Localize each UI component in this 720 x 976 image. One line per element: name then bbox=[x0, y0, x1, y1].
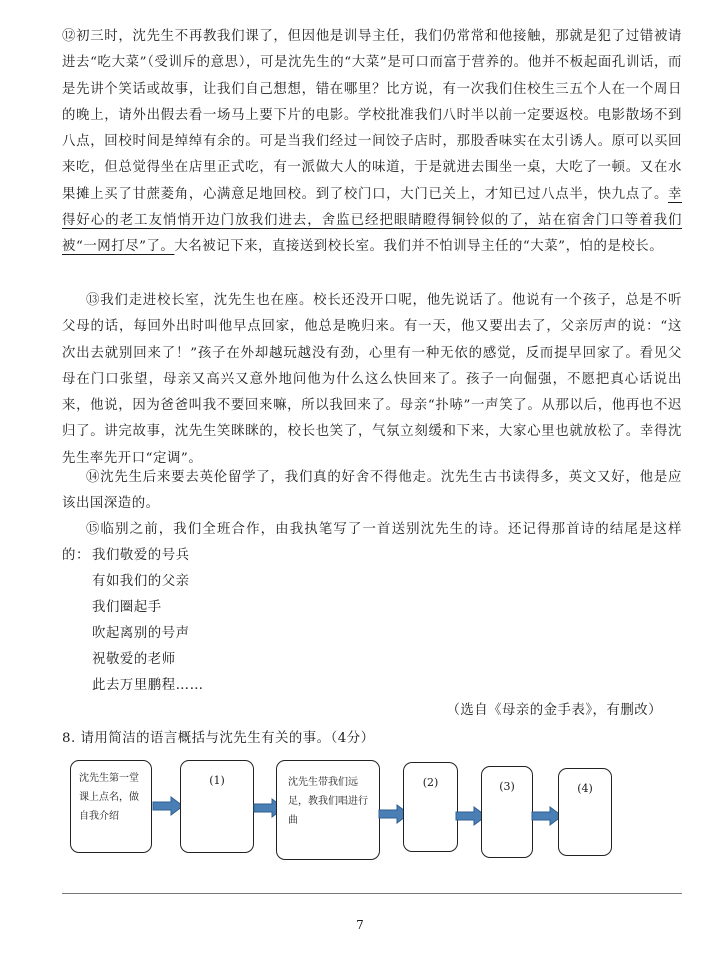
flow-box-5-label: (3) bbox=[499, 780, 515, 793]
flow-box-2 bbox=[180, 760, 254, 853]
source-citation: （选自《母亲的金手表》，有删改） bbox=[446, 703, 662, 718]
flow-box-1-text: 沈先生第一堂课上点名，做自我介绍 bbox=[79, 773, 139, 822]
paragraph-14: ⑭沈先生后来要去英伦留学了，我们真的好舍不得他走。沈先生古书读得多，英文又好，他是应该出国深造的。 bbox=[62, 470, 682, 512]
flow-box-1 bbox=[70, 760, 152, 853]
poem-line: 吹起离别的号声 bbox=[92, 626, 190, 641]
flow-box-3 bbox=[276, 760, 380, 860]
question-8: 8. 请用简洁的语言概括与沈先生有关的事。（4分） bbox=[62, 731, 375, 746]
flow-box-2-label: (1) bbox=[209, 774, 225, 787]
poem-line: 我们敬爱的号兵 bbox=[92, 548, 190, 563]
paragraph-12-text-b: 大名被记下来，直接送到校长室。我们并不怕训导主任的“大菜”，怕的是校长。 bbox=[174, 239, 664, 255]
paragraph-12-underlined: 幸得好心的老工友悄悄开边门放我们进去，舍监已经把眼睛瞪得铜铃似的了，站在宿舍门口等着我们被“一网打尽”了。 bbox=[62, 186, 682, 255]
flow-box-6 bbox=[558, 768, 612, 856]
poem-line: 祝敬爱的老师 bbox=[92, 652, 176, 667]
paragraph-12 bbox=[62, 24, 682, 261]
poem-line: 有如我们的父亲 bbox=[92, 574, 190, 589]
flow-box-6-label: (4) bbox=[577, 782, 593, 795]
flow-box-4-label: (2) bbox=[422, 776, 439, 789]
poem-line: 此去万里鹏程…… bbox=[92, 678, 204, 693]
poem-line: 我们圈起手 bbox=[92, 600, 162, 615]
flow-box-3-text: 沈先生带我们远足，教我们唱进行曲 bbox=[288, 777, 368, 826]
footer-divider bbox=[62, 893, 682, 894]
page-number: 7 bbox=[356, 918, 364, 932]
flow-box-5 bbox=[481, 766, 533, 858]
flow-box-4 bbox=[403, 762, 458, 852]
paragraph-15: ⑮临别之前，我们全班合作，由我执笔写了一首送别沈先生的诗。还记得那首诗的结尾是这样的： bbox=[62, 522, 682, 564]
paragraph-12-text-a: ⑫初三时，沈先生不再教我们课了，但因他是训导主任，我们仍常常和他接触，那就是犯了过错被请进去“吃大菜”（受训斥的意思），可是沈先生的“大菜”是可口而富于营养的。他并不板起面孔训话，而是先讲个笑话或故事，让我们自己想想，错在哪里？比方说，有一次我们住校生三五个人在一个周日的晚上，请外出假去看一场马上要下片的电影。学校批准我们八时半以前一定要返校。电影散场不到八点，回校时间是绰绰有余的。可是当我们经过一间饺子店时，那股香味实在太引诱人。原可以买回来吃，但总觉得坐在店里正式吃，有一派做大人的味道，于是就进去围坐一桌，大吃了一顿。又在水果摊上买了甘蔗菱角，心满意足地回校。到了校门口，大门已关上，才知已过八点半，快九点了。 bbox=[62, 29, 682, 202]
paragraph-13: ⑬我们走进校长室，沈先生也在座。校长还没开口呢，他先说话了。他说有一个孩子，总是不听父母的话，每回外出时叫他早点回家，他总是晚归来。有一天，他又要出去了，父亲厉声的说：“这次出去就别回来了！”孩子在外却越玩越没有劲，心里有一种无依的感觉，反而提早回家了。看见父母在门口张望，母亲又高兴又意外地问他为什么这么快回来了。孩子一向倔强，不愿把真心话说出来，他说，因为爸爸叫我不要回来嘛，所以我回来了。母亲“扑哧”一声笑了。从那以后，他再也不迟归了。讲完故事，沈先生笑眯眯的，校长也笑了，气氛立刻缓和下来，大家心里也就放松了。幸得沈先生率先开口“定调”。 bbox=[62, 293, 682, 466]
